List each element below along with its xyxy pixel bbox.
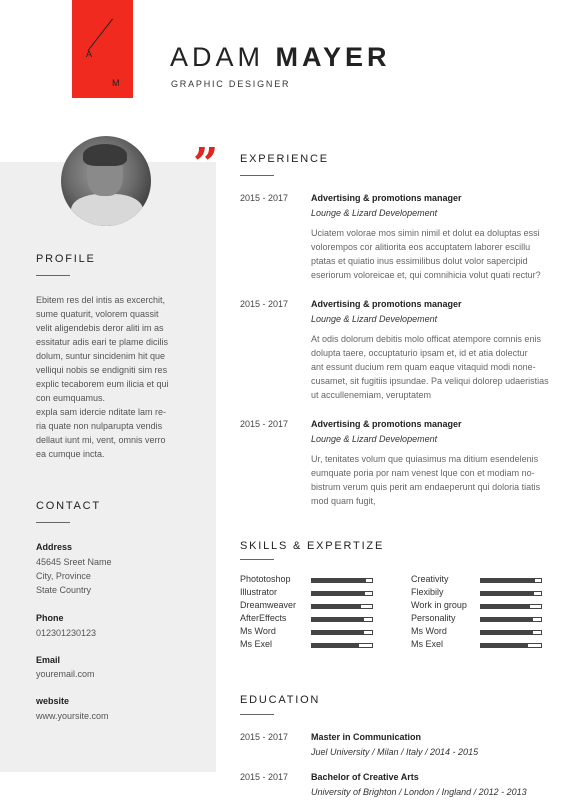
skill-row [240,639,400,652]
skill-row [240,574,400,587]
skill-level-fill [312,618,364,621]
experience-rule [240,175,274,176]
skill-level-fill [312,579,366,582]
skill-level-bar [311,578,373,583]
education-rule [240,714,274,715]
skill-row [240,613,400,626]
monogram-last-initial: M [112,78,120,88]
skill-level-bar [480,643,542,648]
candidate-name [170,42,391,72]
skill-level-fill [481,644,528,647]
profile-heading: PROFILE [36,253,96,265]
website-label: website [36,696,70,706]
education-date: 2015 - 2017 [240,772,289,782]
skill-name: Creativity [411,574,449,584]
skill-row [411,613,571,626]
experience-company: Lounge & Lizard Developement [311,434,438,444]
skill-level-bar [480,578,542,583]
education-school: Juel University / Milan / Italy / 2014 - 2015 [311,747,479,757]
photo-shoulders [71,194,143,226]
experience-date: 2015 - 2017 [240,193,289,203]
education-date: 2015 - 2017 [240,732,289,742]
skill-row [240,587,400,600]
skill-name: Ms Word [240,626,276,636]
job-title: GRAPHIC DESIGNER [171,79,291,89]
monogram-block [72,0,133,98]
sidebar [0,162,216,772]
skill-level-fill [312,644,359,647]
skill-name: Ms Exel [411,639,444,649]
skill-row [411,600,571,613]
education-degree: Master in Communication [311,732,422,742]
skill-level-bar [480,591,542,596]
skill-level-bar [311,604,373,609]
experience-company: Lounge & Lizard Developement [311,208,438,218]
education-heading: EDUCATION [240,694,321,706]
first-name: ADAM [170,42,265,72]
quote-mark-icon: ” [193,139,215,190]
experience-description: At odis dolorum debitis molo officat atempore comnis enis dolupta taere, occuptaturio ipsam et, id et atia dolectur ant essunt ducium rem quam eaque vitaquid modi none- cusamet, sit fugitiis ipsundae. Pa veliqui dolorep udaeristias ut accullenemiam, veruptatem [311,334,549,400]
skill-row [240,626,400,639]
contact-rule [36,522,70,523]
skill-level-fill [481,579,535,582]
skill-name: Work in group [411,600,467,610]
address-value: 45645 Sreet Name City, Province State Country [36,557,112,595]
skill-row [240,600,400,613]
email-label: Email [36,655,61,665]
skill-name: AfterEffects [240,613,287,623]
experience-company: Lounge & Lizard Developement [311,314,438,324]
education-degree: Bachelor of Creative Arts [311,772,419,782]
skill-name: Ms Word [411,626,447,636]
skill-row [411,626,571,639]
monogram-divider [88,19,113,51]
skill-name: Ms Exel [240,639,273,649]
email-value: youremail.com [36,669,95,679]
profile-text: Ebitem res del intis as excerchit, sume quaturit, volorem quassit velit aligendebis deror aliti im as essitatur adis eari te plame dicilis dolum, suntur sincidenim hit que velliqui nobis se endigniti sim res explic tecaborem eum ilicia et qui con eumquamus. expla sam idercie nditate lam re- ria quate non nulparupta vendis dellaut iunt mi, vent, omnis verro ea cumque incta. [36,295,169,459]
skill-name: Dreamweaver [240,600,297,610]
skill-name: Illustrator [240,587,278,597]
experience-description: Ur, tenitates volum que quiasimus ma ditium esendelenis eumquate poria por nam venest lque con et modiam no- bistrum verum quis perit am endaeperunt qui doloria tiatis mod quam fugit, [311,454,541,506]
skill-level-fill [481,592,534,595]
skill-level-bar [311,591,373,596]
skill-level-fill [312,605,361,608]
contact-heading: CONTACT [36,500,101,512]
skill-row [411,587,571,600]
experience-heading: EXPERIENCE [240,153,329,165]
experience-date: 2015 - 2017 [240,419,289,429]
skill-name: Flexibily [411,587,444,597]
skill-row [411,639,571,652]
phone-value: 012301230123 [36,628,97,638]
experience-date: 2015 - 2017 [240,299,289,309]
skill-level-fill [481,631,533,634]
skill-level-bar [311,617,373,622]
skill-level-bar [311,643,373,648]
skill-level-bar [480,604,542,609]
skill-level-fill [312,631,364,634]
skill-level-fill [481,605,530,608]
skill-name: Personality [411,613,456,623]
address-label: Address [36,542,73,552]
skill-level-fill [312,592,365,595]
experience-role: Advertising & promotions manager [311,419,462,429]
skill-level-bar [480,630,542,635]
profile-rule [36,275,70,276]
skills-rule [240,559,274,560]
skill-level-bar [480,617,542,622]
last-name: MAYER [275,42,391,72]
website-value: www.yoursite.com [36,711,109,721]
experience-role: Advertising & promotions manager [311,299,462,309]
skills-heading: SKILLS & EXPERTIZE [240,540,385,552]
education-school: University of Brighton / London / Ingland / 2012 - 2013 [311,787,527,797]
skill-name: Phototoshop [240,574,291,584]
experience-description: Uciatem volorae mos simin nimil et dolut ea doluptas essi volorempos cor alitiorita eos accuptatem laborer escillu ptatas et quiatio inus essimilibus dolut volor sapercipid eseriorum voloreicae et, qui comnihicia volut quati rectur? [311,228,541,280]
skill-level-fill [481,618,533,621]
photo-hair [83,144,127,166]
monogram-first-initial: A [86,49,93,59]
skill-level-bar [311,630,373,635]
skill-row [411,574,571,587]
experience-role: Advertising & promotions manager [311,193,462,203]
profile-photo [61,136,151,226]
phone-label: Phone [36,613,64,623]
